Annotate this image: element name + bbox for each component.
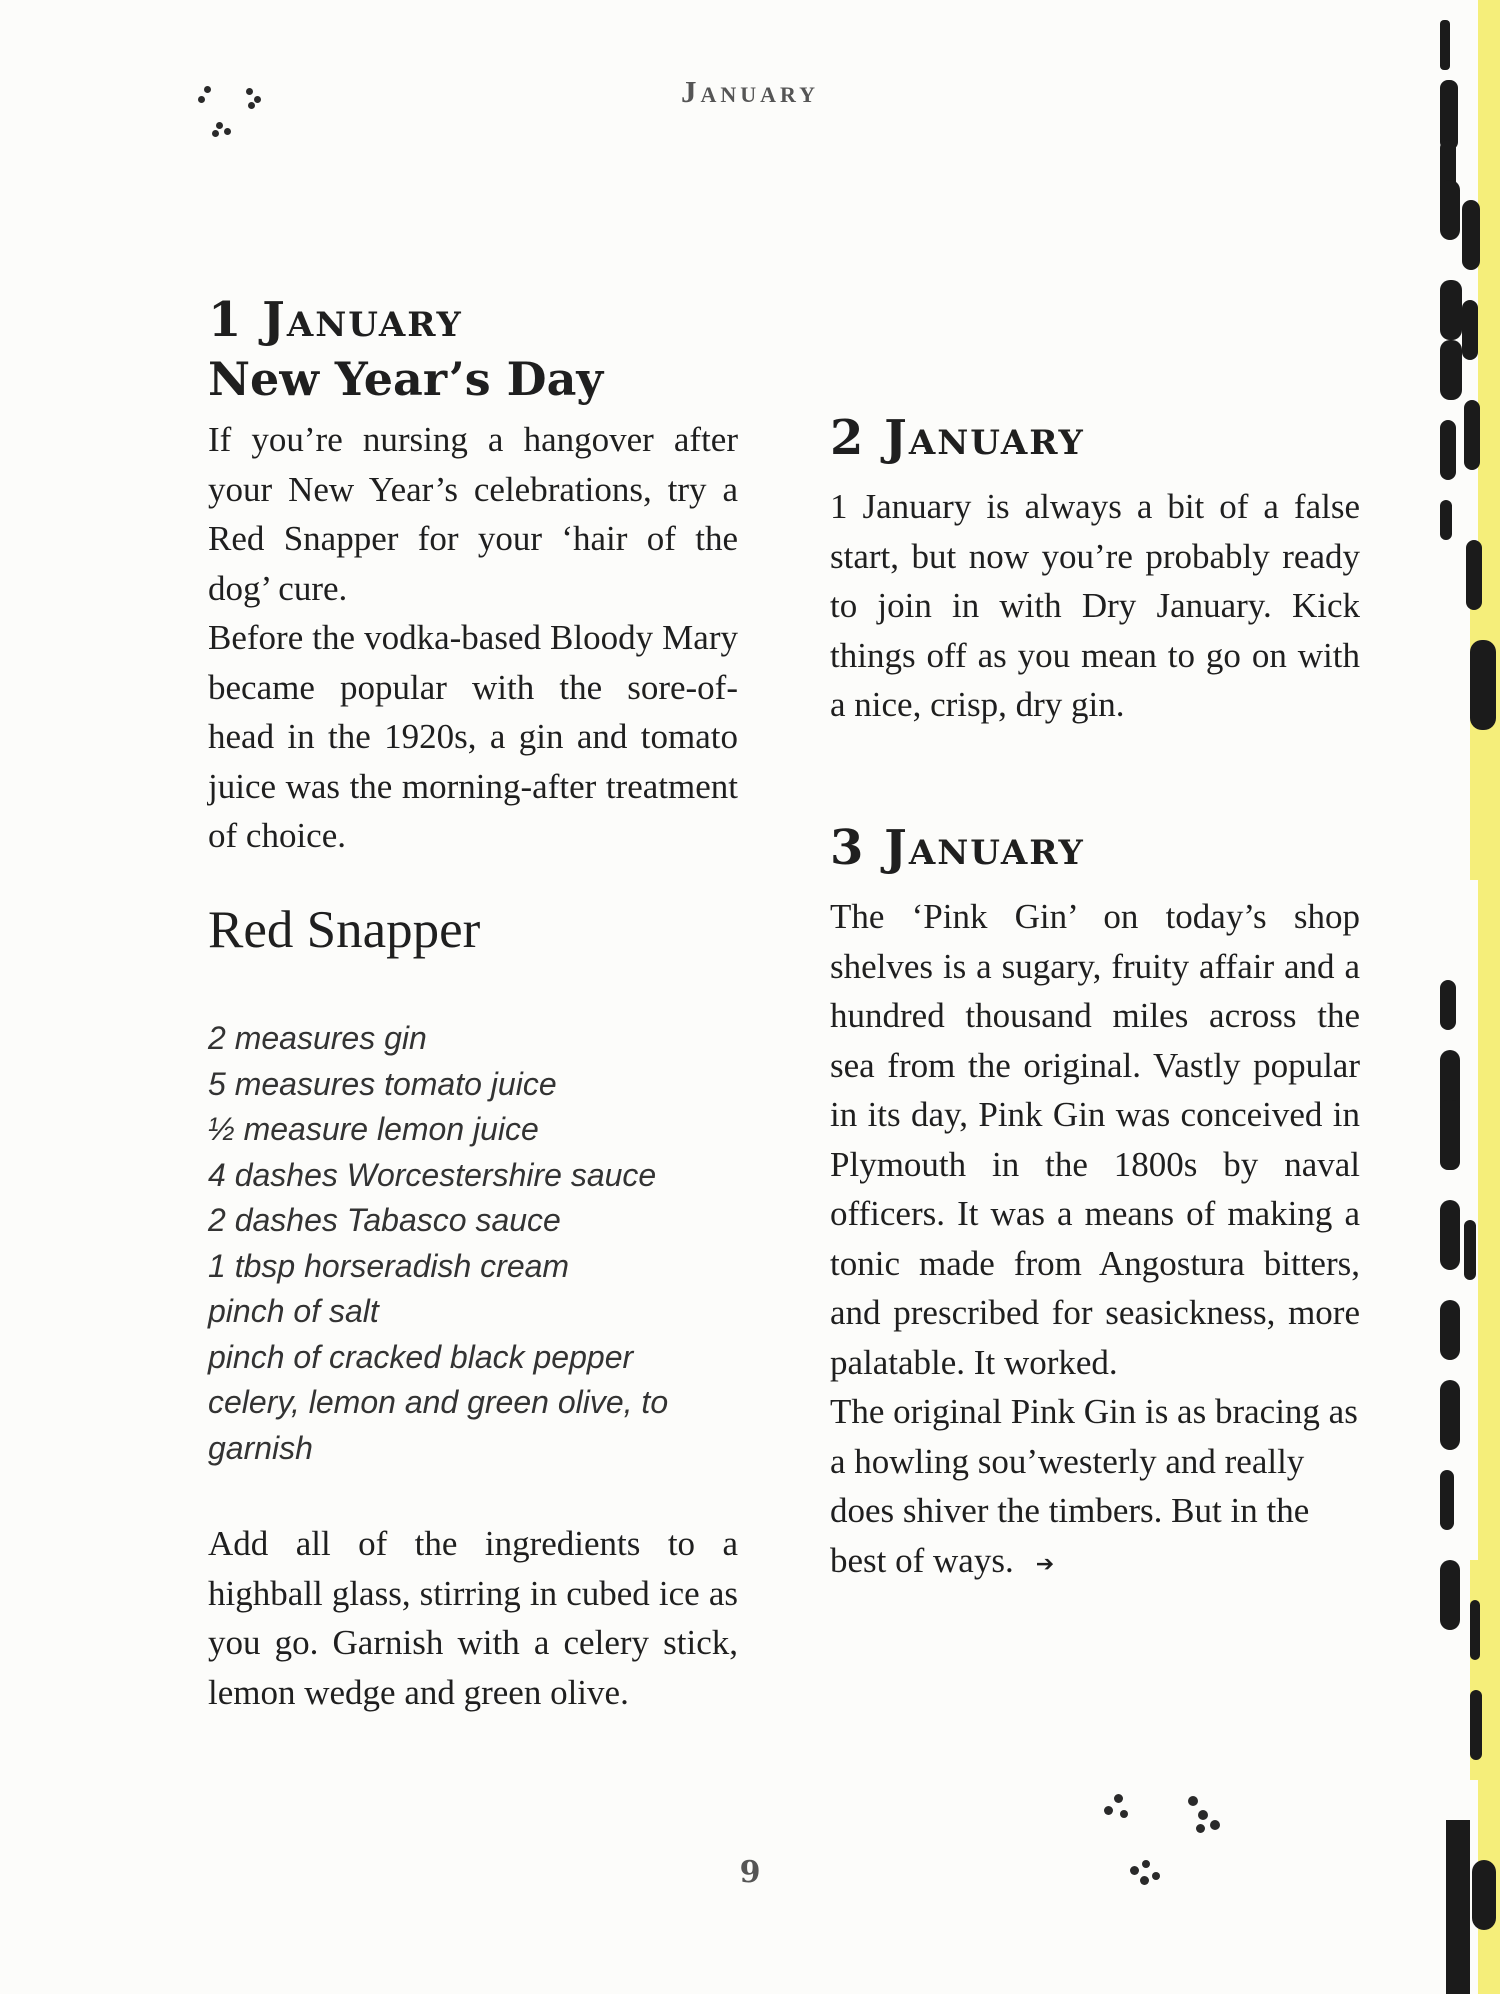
edge-mark	[1440, 1200, 1460, 1270]
body-paragraph: If you’re nursing a hangover after your New Year’s celebrations, try a Red Snapper for your ‘hair of the dog’ cure.	[208, 420, 738, 608]
edge-mark	[1470, 1690, 1482, 1760]
edge-mark	[1440, 500, 1452, 540]
entry-2-january	[830, 408, 1360, 730]
arrow-right-icon: ➔	[1035, 1550, 1055, 1576]
dots-ornament-icon	[198, 82, 268, 142]
entry-3-january	[830, 818, 1360, 1588]
edge-mark	[1470, 640, 1496, 730]
date-heading-1-january: 1 January	[208, 292, 463, 348]
edge-mark	[1440, 420, 1456, 480]
body-paragraph: Before the vodka-based Bloody Mary became popular with the sore-of-head in the 1920s, a gin and tomato juice was the morning-after treatment of choice.	[208, 618, 738, 856]
edge-mark	[1440, 20, 1450, 70]
edge-mark	[1446, 1820, 1470, 1994]
body-paragraph: 1 January is always a bit of a false start, but now you’re probably ready to join in with Dry January. Kick things off as you mean to go on with a nice, crisp, dry gin.	[830, 487, 1360, 724]
ingredient: 2 dashes Tabasco sauce	[208, 1202, 561, 1239]
recipe-method: Add all of the ingredients to a highball glass, stirring in cubed ice as you go. Garnish with a celery stick, lemon wedge and green olive.	[208, 1524, 738, 1712]
edge-mark	[1466, 540, 1482, 610]
running-head: January	[680, 74, 820, 109]
edge-mark	[1472, 1860, 1496, 1930]
ingredient: 1 tbsp horseradish cream	[208, 1247, 570, 1284]
recipe-title: Red Snapper	[208, 900, 481, 959]
edge-mark	[1470, 1600, 1480, 1660]
page-number: 9	[739, 1855, 761, 1890]
edge-mark	[1464, 400, 1480, 470]
ingredient: 2 measures gin	[208, 1020, 427, 1057]
edge-mark	[1440, 1470, 1454, 1530]
entry-1-january	[208, 290, 738, 1717]
body-paragraph-text: The original Pink Gin is as bracing as a howling sou’westerly and really does shiver the timbers. But in the best of ways.	[830, 1392, 1358, 1580]
ingredient: pinch of salt	[208, 1293, 379, 1330]
edge-mark	[1462, 300, 1478, 360]
body-paragraph: The ‘Pink Gin’ on today’s shop shelves is a sugary, fruity affair and a hundred thousand miles across the sea from the original. Vastly popular in its day, Pink Gin was conceived in Plymouth in the 1800s by naval officers. It was a means of making a tonic made from Angostura bitters, and prescribed for seasickness, more palatable. It worked.	[830, 897, 1360, 1382]
edge-mark	[1462, 200, 1480, 270]
edge-mark	[1440, 80, 1458, 150]
edge-mark	[1440, 1100, 1460, 1170]
edge-mark	[1464, 1220, 1476, 1280]
ingredient: pinch of cracked black pepper	[208, 1338, 634, 1375]
edge-pattern-icon	[1440, 0, 1500, 1994]
edge-mark	[1440, 1380, 1460, 1450]
edge-mark	[1440, 980, 1456, 1030]
ingredient-list	[208, 1016, 738, 1471]
entry-title: New Year’s Day	[208, 352, 604, 406]
ingredient: celery, lemon and green olive, to garnish	[208, 1384, 669, 1466]
date-heading-2-january: 2 January	[830, 410, 1085, 466]
edge-mark	[1440, 340, 1462, 400]
ingredient: ½ measure lemon juice	[208, 1111, 539, 1148]
edge-mark	[1440, 280, 1462, 340]
date-heading-3-january: 3 January	[830, 820, 1085, 876]
ingredient: 5 measures tomato juice	[208, 1065, 557, 1102]
edge-mark	[1440, 1300, 1460, 1360]
edge-mark	[1440, 180, 1460, 240]
ingredient: 4 dashes Worcestershire sauce	[208, 1156, 657, 1193]
edge-mark	[1440, 1560, 1460, 1630]
body-paragraph	[830, 1387, 1360, 1588]
